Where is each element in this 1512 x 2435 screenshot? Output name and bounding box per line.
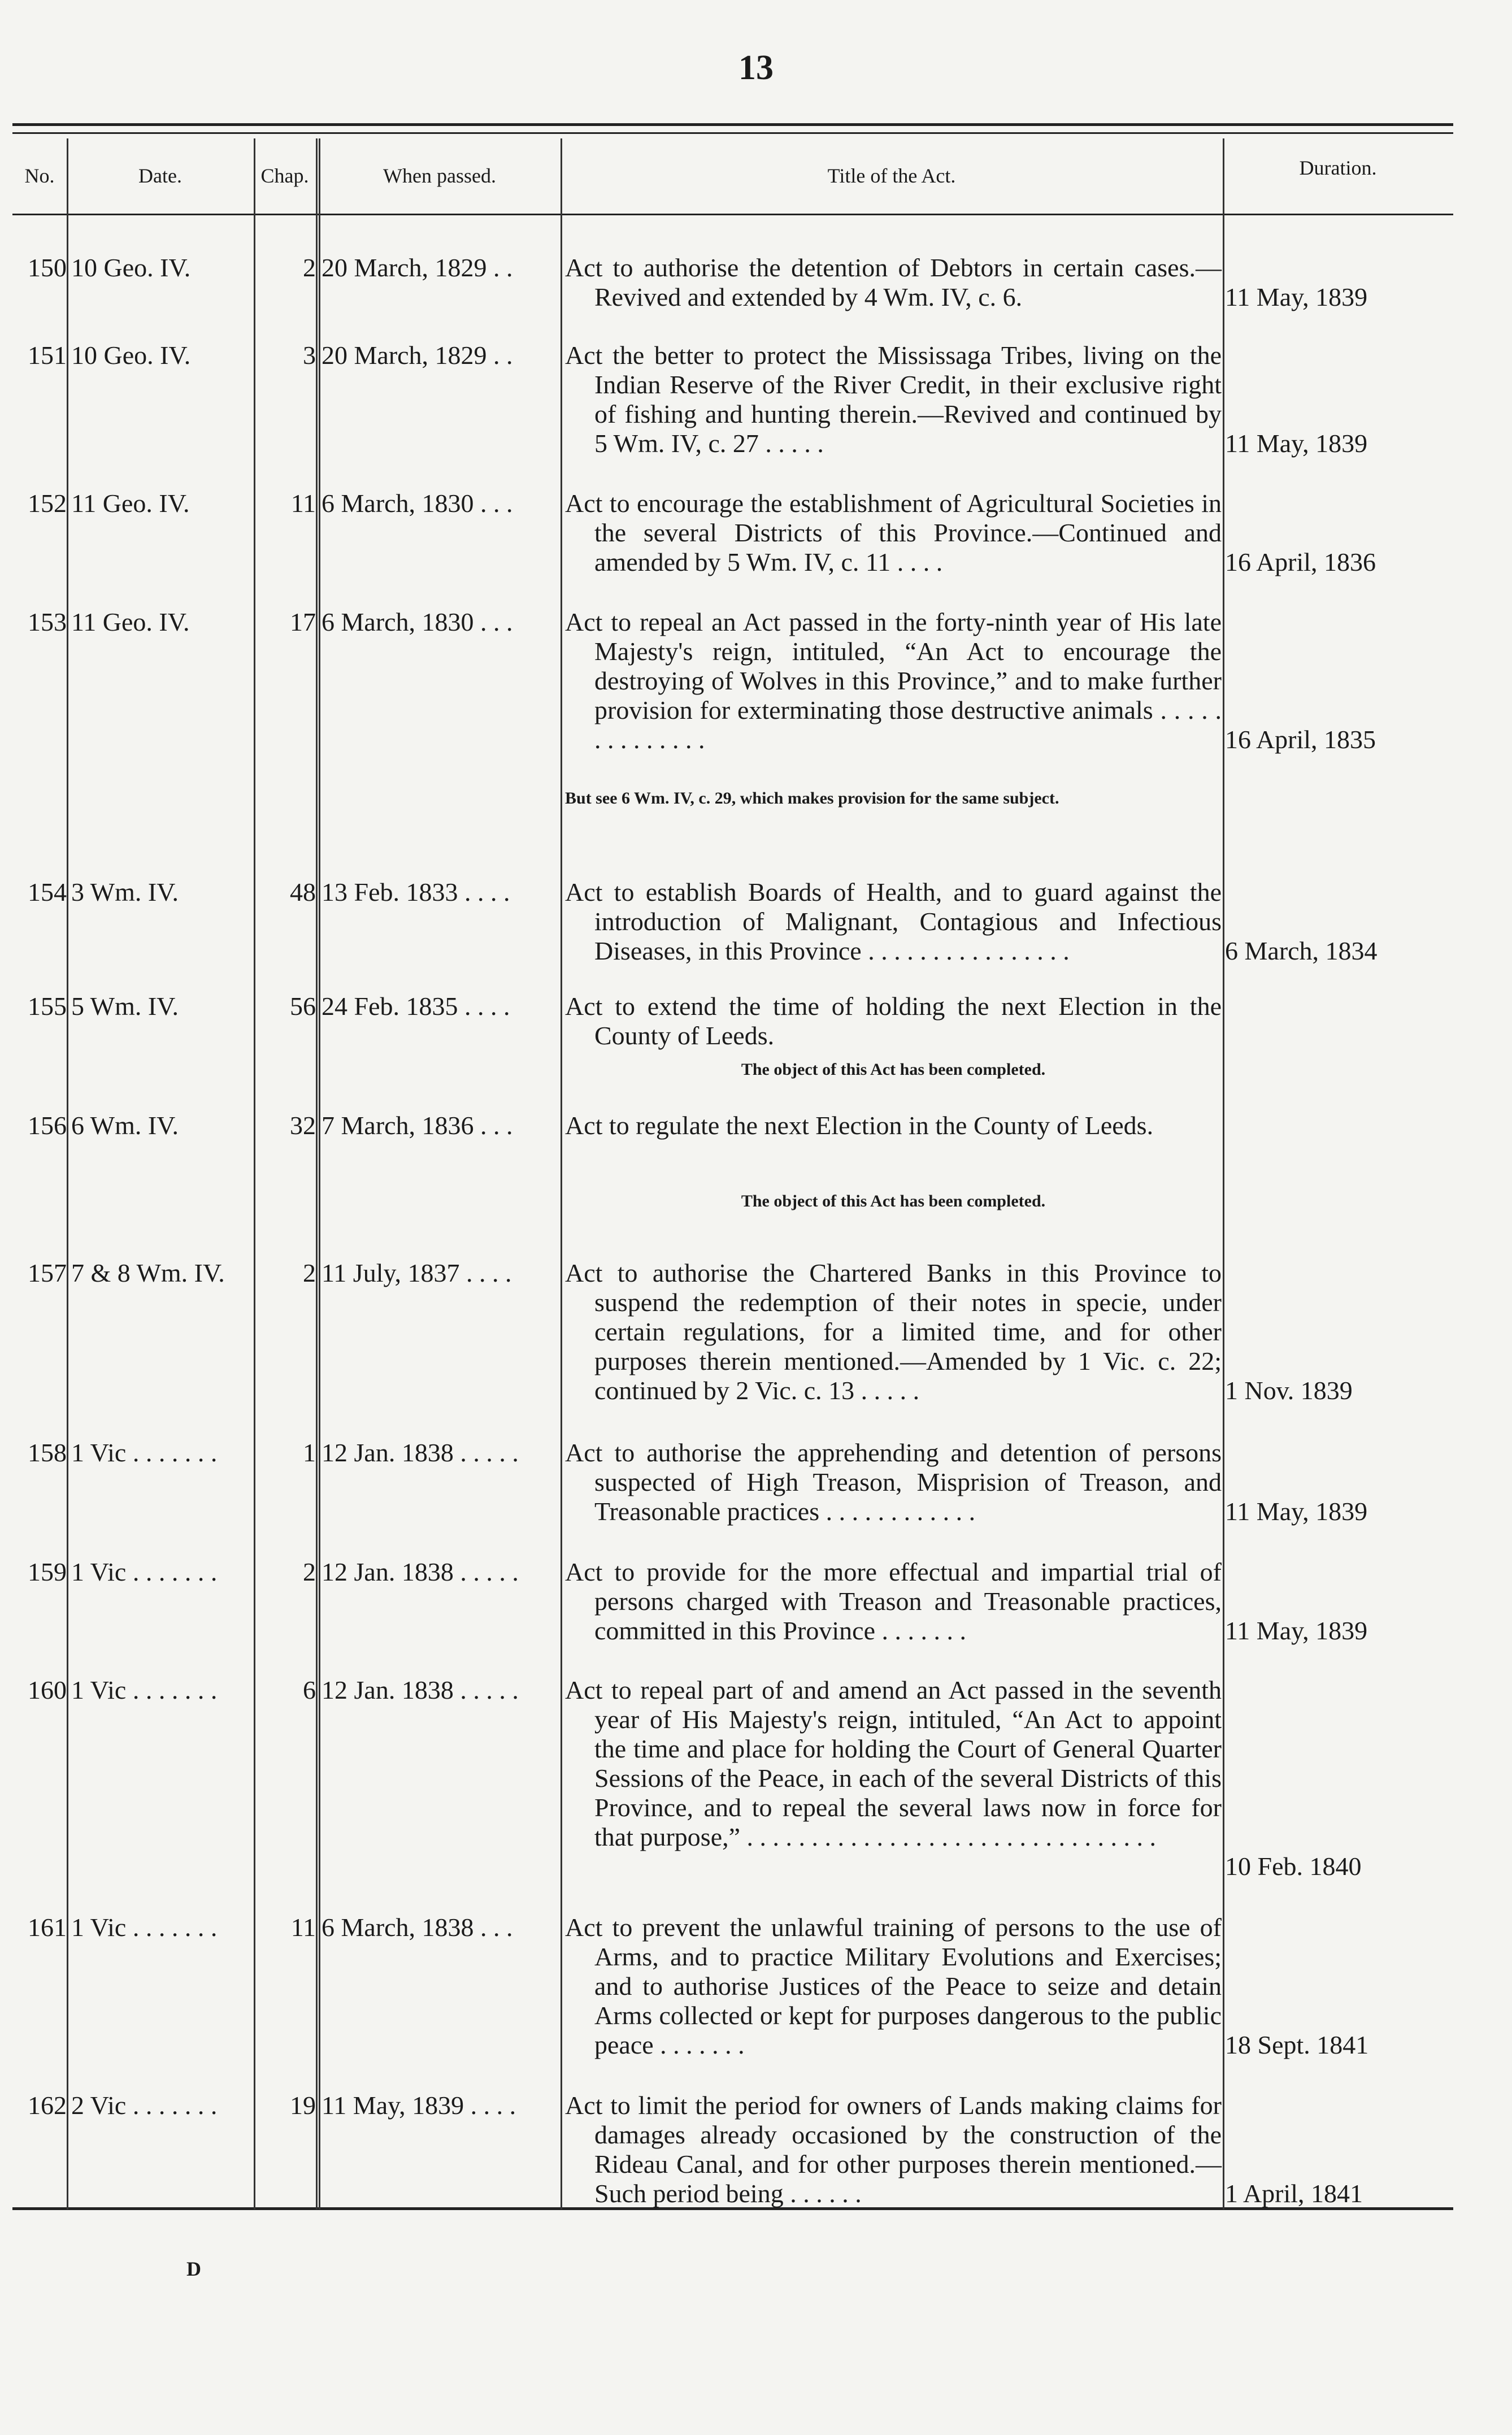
row-when-passed: 6 March, 1830 . . . [321,489,513,518]
header-rule [12,214,1453,215]
row-title: Act to encourage the establishment of Agricultural Societies in the several Districts of this Province.—Continued and amended by 5 Wm. IV, c. 11 . . . . [565,489,1222,576]
row-title: Act to authorise the Chartered Banks in this Province to suspend the redemption of their notes in specie, under certain regulations, for a limited time, and for other purposes therein mentioned.—Amended by 1 Vic. c. 22; continued by 2 Vic. c. 13 . . . . . [565,1258,1222,1405]
row-number: 154 [28,878,67,906]
row-chapter: 56 [290,992,316,1021]
row-title: Act to extend the time of holding the next Election in the County of Leeds. [565,992,1222,1050]
row-number: 151 [28,341,67,370]
row-number: 161 [28,1913,67,1942]
row-chapter: 2 [303,1258,316,1287]
column-divider [1223,138,1224,2210]
row-when-passed: 6 March, 1838 . . . [321,1913,513,1942]
row-date: 1 Vic . . . . . . . [71,1438,218,1467]
column-divider [319,138,320,2210]
row-chapter: 3 [303,341,316,370]
row-title: Act to establish Boards of Health, and to guard against the introduction of Malignant, Contagious and Infectious Diseases, in this Province . . . . . . . . . . . . . . . . [565,878,1222,965]
row-duration: 11 May, 1839 [1225,1497,1368,1526]
row-title: Act to repeal an Act passed in the forty-ninth year of His late Majesty's reign, intituled, “An Act to encourage the destroying of Wolves in this Province,” and to make further provision for exterminating those destructive animals . . . . . . . . . . . . . . [565,607,1222,754]
row-number: 159 [28,1557,67,1586]
row-when-passed: 6 March, 1830 . . . [321,607,513,636]
header-when-passed: When passed. [383,164,496,187]
row-note: The object of this Act has been completed. [741,1192,1046,1210]
row-title: Act to provide for the more effectual and impartial trial of persons charged with Treason and Treasonable practices, committed in this Province . . . . . . . [565,1557,1222,1645]
row-duration: 16 April, 1835 [1225,725,1376,754]
row-number: 152 [28,489,67,518]
row-date: 1 Vic . . . . . . . [71,1557,218,1586]
row-number: 158 [28,1438,67,1467]
header-chap: Chap. [260,164,309,187]
row-title: Act to authorise the apprehending and detention of persons suspected of High Treason, Misprision of Treason, and Treasonable practices . . . . . . . . . . . . [565,1438,1222,1526]
row-duration: 11 May, 1839 [1225,429,1368,458]
row-duration: 18 Sept. 1841 [1225,2030,1369,2059]
row-chapter: 48 [290,878,316,906]
column-divider [561,138,562,2210]
header-title: Title of the Act. [827,164,956,187]
row-date: 2 Vic . . . . . . . [71,2091,218,2120]
row-date: 6 Wm. IV. [71,1111,179,1140]
row-date: 3 Wm. IV. [71,878,179,906]
row-when-passed: 12 Jan. 1838 . . . . . [321,1557,519,1586]
row-duration: 11 May, 1839 [1225,1616,1368,1645]
row-chapter: 2 [303,253,316,282]
row-when-passed: 24 Feb. 1835 . . . . [321,992,510,1021]
row-date: 10 Geo. IV. [71,253,191,282]
column-divider [67,138,68,2210]
row-when-passed: 7 March, 1836 . . . [321,1111,513,1140]
row-when-passed: 11 May, 1839 . . . . [321,2091,516,2120]
row-chapter: 6 [303,1676,316,1704]
header-date: Date. [138,164,182,187]
row-number: 156 [28,1111,67,1140]
row-when-passed: 13 Feb. 1833 . . . . [321,878,510,906]
row-chapter: 11 [290,489,316,518]
row-when-passed: 20 March, 1829 . . [321,253,513,282]
row-title: Act to authorise the detention of Debtors in certain cases.—Revived and extended by 4 Wm. IV, c. 6. [565,253,1222,311]
column-divider [254,138,255,2210]
row-chapter: 32 [290,1111,316,1140]
row-note: But see 6 Wm. IV, c. 29, which makes provision for the same subject. [565,789,1059,808]
row-duration: 6 March, 1834 [1225,936,1378,965]
row-chapter: 19 [290,2091,316,2120]
row-date: 11 Geo. IV. [71,489,190,518]
row-chapter: 1 [303,1438,316,1467]
row-chapter: 17 [290,607,316,636]
row-title: Act to regulate the next Election in the County of Leeds. [565,1111,1154,1140]
row-number: 153 [28,607,67,636]
row-duration: 1 April, 1841 [1225,2179,1363,2208]
row-duration: 11 May, 1839 [1225,283,1368,311]
row-duration: 10 Feb. 1840 [1225,1852,1362,1881]
row-date: 7 & 8 Wm. IV. [71,1258,225,1287]
top-rule [12,123,1453,126]
row-duration: 16 April, 1836 [1225,548,1376,576]
row-title: Act to prevent the unlawful training of persons to the use of Arms, and to practice Military Evolutions and Exercises; and to authorise Justices of the Peace to seize and detain Arms collected or kept for purposes dangerous to the public peace . . . . . . . [565,1913,1222,2059]
row-date: 10 Geo. IV. [71,341,191,370]
row-date: 1 Vic . . . . . . . [71,1676,218,1704]
row-chapter: 2 [303,1557,316,1586]
row-when-passed: 12 Jan. 1838 . . . . . [321,1438,519,1467]
row-note: The object of this Act has been completed. [741,1060,1046,1079]
row-date: 1 Vic . . . . . . . [71,1913,218,1942]
row-number: 150 [28,253,67,282]
row-number: 162 [28,2091,67,2120]
row-number: 155 [28,992,67,1021]
row-title: Act to limit the period for owners of Lands making claims for damages already occasioned by the construction of the Rideau Canal, and for other purposes therein mentioned.—Such period being . . . . . . [565,2091,1222,2208]
top-rule-thin [12,132,1453,134]
signature-mark: D [186,2258,201,2280]
row-number: 160 [28,1676,67,1704]
row-title: Act the better to protect the Mississaga Tribes, living on the Indian Reserve of the River Credit, in their exclusive right of fishing and hunting therein.—Revived and continued by 5 Wm. IV, c. 27 . . . . . [565,341,1222,458]
row-chapter: 11 [290,1913,316,1942]
row-number: 157 [28,1258,67,1287]
header-duration: Duration. [1299,157,1377,179]
row-when-passed: 11 July, 1837 . . . . [321,1258,512,1287]
header-no: No. [24,164,55,187]
row-duration: 1 Nov. 1839 [1225,1376,1353,1405]
row-date: 11 Geo. IV. [71,607,190,636]
row-title: Act to repeal part of and amend an Act passed in the seventh year of His Majesty's reign, intituled, “An Act to appoint the time and place for holding the Court of General Quarter Sessions of the Peace, in each of the several Districts of this Province, and to repeal the several laws now in force for that purpose,” . . . . . . . . . . . . . . . . . . . . . . . . . . . . . . . . [565,1676,1222,1851]
page-number: 13 [738,49,774,87]
column-divider [316,138,318,2210]
row-when-passed: 12 Jan. 1838 . . . . . [321,1676,519,1704]
row-when-passed: 20 March, 1829 . . [321,341,513,370]
row-date: 5 Wm. IV. [71,992,179,1021]
